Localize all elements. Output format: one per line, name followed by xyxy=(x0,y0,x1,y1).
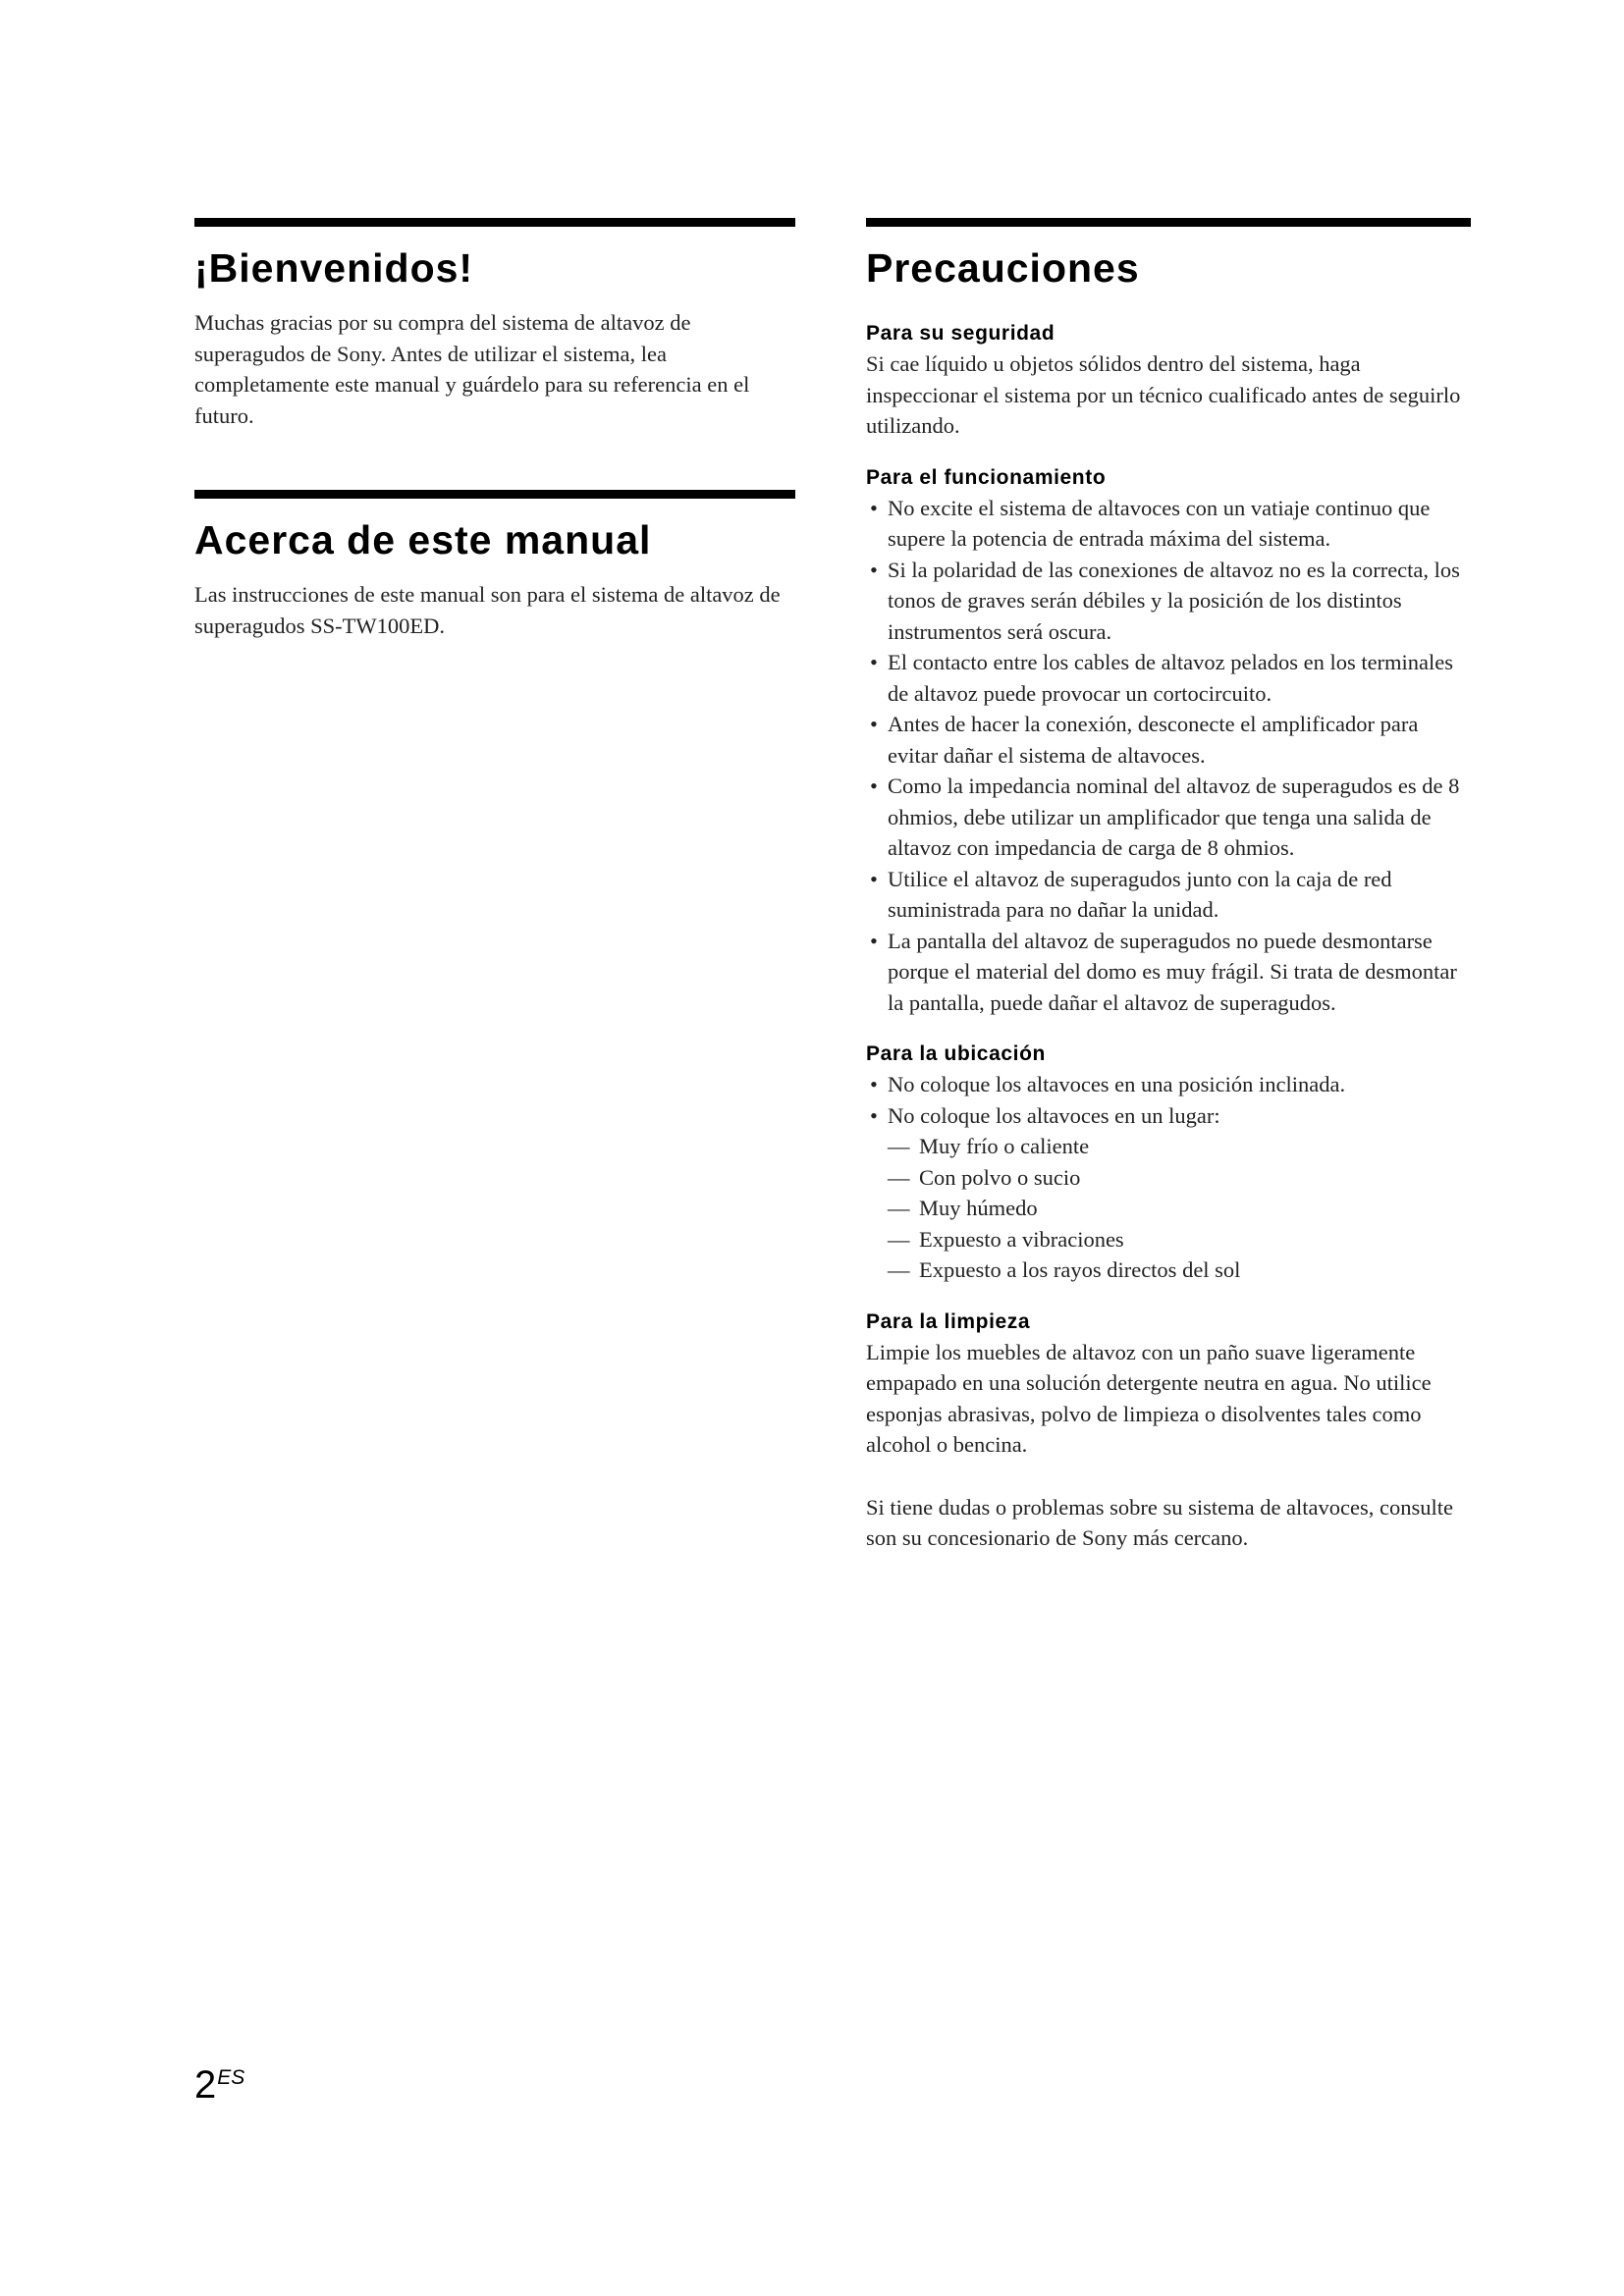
list-item: • No coloque los altavoces en un lugar: xyxy=(866,1100,1471,1132)
cleaning-text: Limpie los muebles de altavoz con un paño suave ligeramente empapado en una solución detergente neutra en agua. No utilice esponjas abrasivas, polvo de limpieza o disolventes tales como alcohol o bencina. xyxy=(866,1339,1432,1457)
page-number xyxy=(194,2063,244,2108)
sub-list-item: — Muy frío o caliente xyxy=(866,1131,1471,1162)
about-manual-title: Acerca de este manual xyxy=(194,517,652,562)
welcome-text: Muchas gracias por su compra del sistema de altavoz de superagudos de Sony. Antes de utilizar el sistema, lea completamente este manual y guárdelo para su referencia en el futuro. xyxy=(194,310,750,428)
cleaning-section xyxy=(866,1308,1471,1461)
section-rule xyxy=(194,218,795,227)
section-rule xyxy=(194,490,795,499)
list-item: • No excite el sistema de altavoces con un vatiaje continuo que supere la potencia de entrada máxima del sistema. xyxy=(866,493,1471,555)
sub-list-item: — Expuesto a los rayos directos del sol xyxy=(866,1255,1471,1286)
safety-heading: Para su seguridad xyxy=(866,322,1056,345)
location-sublist xyxy=(866,1131,1471,1286)
list-item: • Antes de hacer la conexión, desconecte el amplificador para evitar dañar el sistema de altavoces. xyxy=(866,709,1471,771)
safety-section xyxy=(866,319,1471,442)
welcome-section xyxy=(194,218,795,431)
welcome-title: ¡Bienvenidos! xyxy=(194,245,474,291)
right-column xyxy=(866,218,1471,1554)
operation-section xyxy=(866,463,1471,1019)
cleaning-heading: Para la limpieza xyxy=(866,1309,1031,1333)
list-item: • Si la polaridad de las conexiones de altavoz no es la correcta, los tonos de graves serán débiles y la posición de los distintos instrumentos será oscura. xyxy=(866,555,1471,648)
sub-list-item: — Con polvo o sucio xyxy=(866,1162,1471,1194)
sub-list-item: — Expuesto a vibraciones xyxy=(866,1224,1471,1255)
list-item: • Como la impedancia nominal del altavoz de superagudos es de 8 ohmios, debe utilizar un amplificador que tenga una salida de altavoz con impedancia de carga de 8 ohmios. xyxy=(866,771,1471,864)
about-manual-text: Las instrucciones de este manual son para el sistema de altavoz de superagudos SS-TW100ED. xyxy=(194,582,781,638)
location-section xyxy=(866,1040,1471,1286)
list-item: • El contacto entre los cables de altavoz pelados en los terminales de altavoz puede provocar un cortocircuito. xyxy=(866,647,1471,709)
about-manual-section xyxy=(194,490,795,641)
operation-heading: Para el funcionamiento xyxy=(866,465,1107,489)
page-language-suffix: ES xyxy=(217,2066,245,2089)
location-list xyxy=(866,1069,1471,1131)
list-item: • La pantalla del altavoz de superagudos no puede desmontarse porque el material del domo es muy frágil. Si trata de desmontar la pantalla, puede dañar el altavoz de superagudos. xyxy=(866,926,1471,1019)
precautions-title: Precauciones xyxy=(866,245,1140,291)
operation-list xyxy=(866,493,1471,1019)
section-rule xyxy=(866,218,1471,227)
location-heading: Para la ubicación xyxy=(866,1042,1046,1065)
left-column xyxy=(194,218,795,641)
list-item: • Utilice el altavoz de superagudos junto con la caja de red suministrada para no dañar la unidad. xyxy=(866,864,1471,926)
sub-list-item: — Muy húmedo xyxy=(866,1193,1471,1224)
safety-text: Si cae líquido u objetos sólidos dentro del sistema, haga inspeccionar el sistema por un técnico cualificado antes de seguirlo utilizando. xyxy=(866,351,1461,438)
closing-text: Si tiene dudas o problemas sobre su sistema de altavoces, consulte son su concesionario de Sony más cercano. xyxy=(866,1494,1453,1550)
page-number-value: 2 xyxy=(194,2063,217,2107)
list-item: • No coloque los altavoces en una posición inclinada. xyxy=(866,1069,1471,1100)
